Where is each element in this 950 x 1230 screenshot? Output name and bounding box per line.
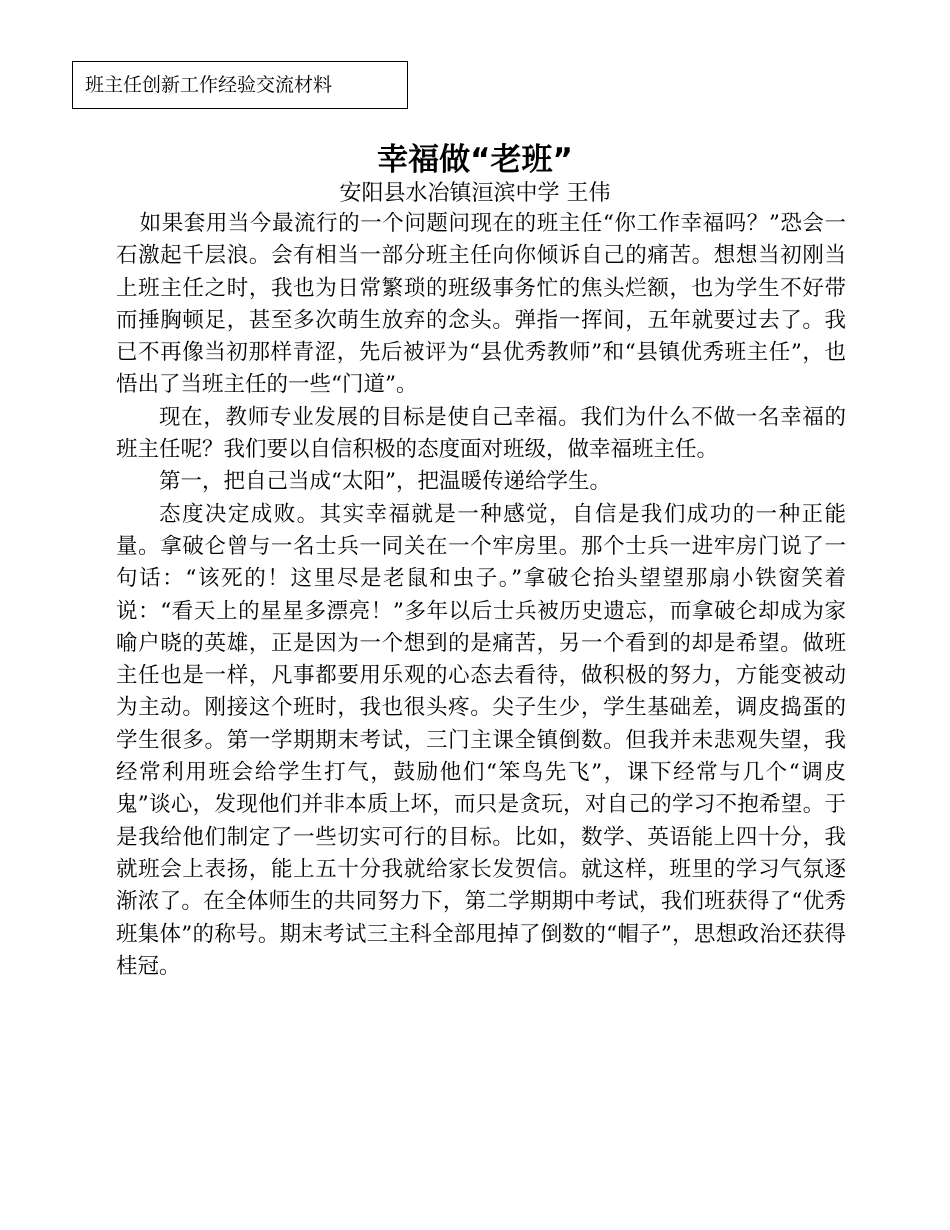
paragraph-4: 态度决定成败。其实幸福就是一种感觉，自信是我们成功的一种正能量。拿破仑曾与一名士兵一同关在一个牢房里。那个士兵一进牢房门说了一句话：“该死的！这里尽是老鼠和虫子。”拿破仑抬头望望那扇小铁窗笑着说：“看天上的星星多漂亮！”多年以后士兵被历史遗忘，而拿破仑却成为家喻户晓的英雄，正是因为一个想到的是痛苦，另一个看到的却是希望。做班主任也是一样，凡事都要用乐观的心态去看待，做积极的努力，方能变被动为主动。刚接这个班时，我也很头疼。尖子生少，学生基础差，调皮捣蛋的学生很多。第一学期期末考试，三门主课全镇倒数。但我并未悲观失望，我经常利用班会给学生打气，鼓励他们“笨鸟先飞”，课下经常与几个“调皮鬼”谈心，发现他们并非本质上坏，而只是贪玩，对自己的学习不抱希望。于是我给他们制定了一些切实可行的目标。比如，数学、英语能上四十分，我就班会上表扬，能上五十分我就给家长发贺信。就这样，班里的学习气氛逐渐浓了。在全体师生的共同努力下，第二学期期中考试，我们班获得了“优秀班集体”的称号。期末考试三主科全部甩掉了倒数的“帽子”，思想政治还获得桂冠。 <box>116 501 846 979</box>
document-author: 安阳县水冶镇洹滨中学 王伟 <box>339 181 611 206</box>
paragraph-3: 第一，把自己当成“太阳”，把温暖传递给学生。 <box>159 469 611 495</box>
paragraph-2: 现在，教师专业发展的目标是使自己幸福。我们为什么不做一名幸福的班主任呢？我们要以自信积极的态度面对班级，做幸福班主任。 <box>116 404 846 463</box>
document-label: 班主任创新工作经验交流材料 <box>72 61 408 109</box>
document-title: 幸福做“老班” <box>377 142 573 178</box>
paragraph-1: 如果套用当今最流行的一个问题问现在的班主任“你工作幸福吗？”恐会一石激起千层浪。会有相当一部分班主任向你倾诉自己的痛苦。想想当初刚当上班主任之时，我也为日常繁琐的班级事务忙的焦头烂额，也为学生不好带而捶胸顿足，甚至多次萌生放弃的念头。弹指一挥间，五年就要过去了。我已不再像当初那样青涩，先后被评为“县优秀教师”和“县镇优秀班主任”，也悟出了当班主任的一些“门道”。 <box>116 211 846 398</box>
document-body <box>116 208 846 983</box>
